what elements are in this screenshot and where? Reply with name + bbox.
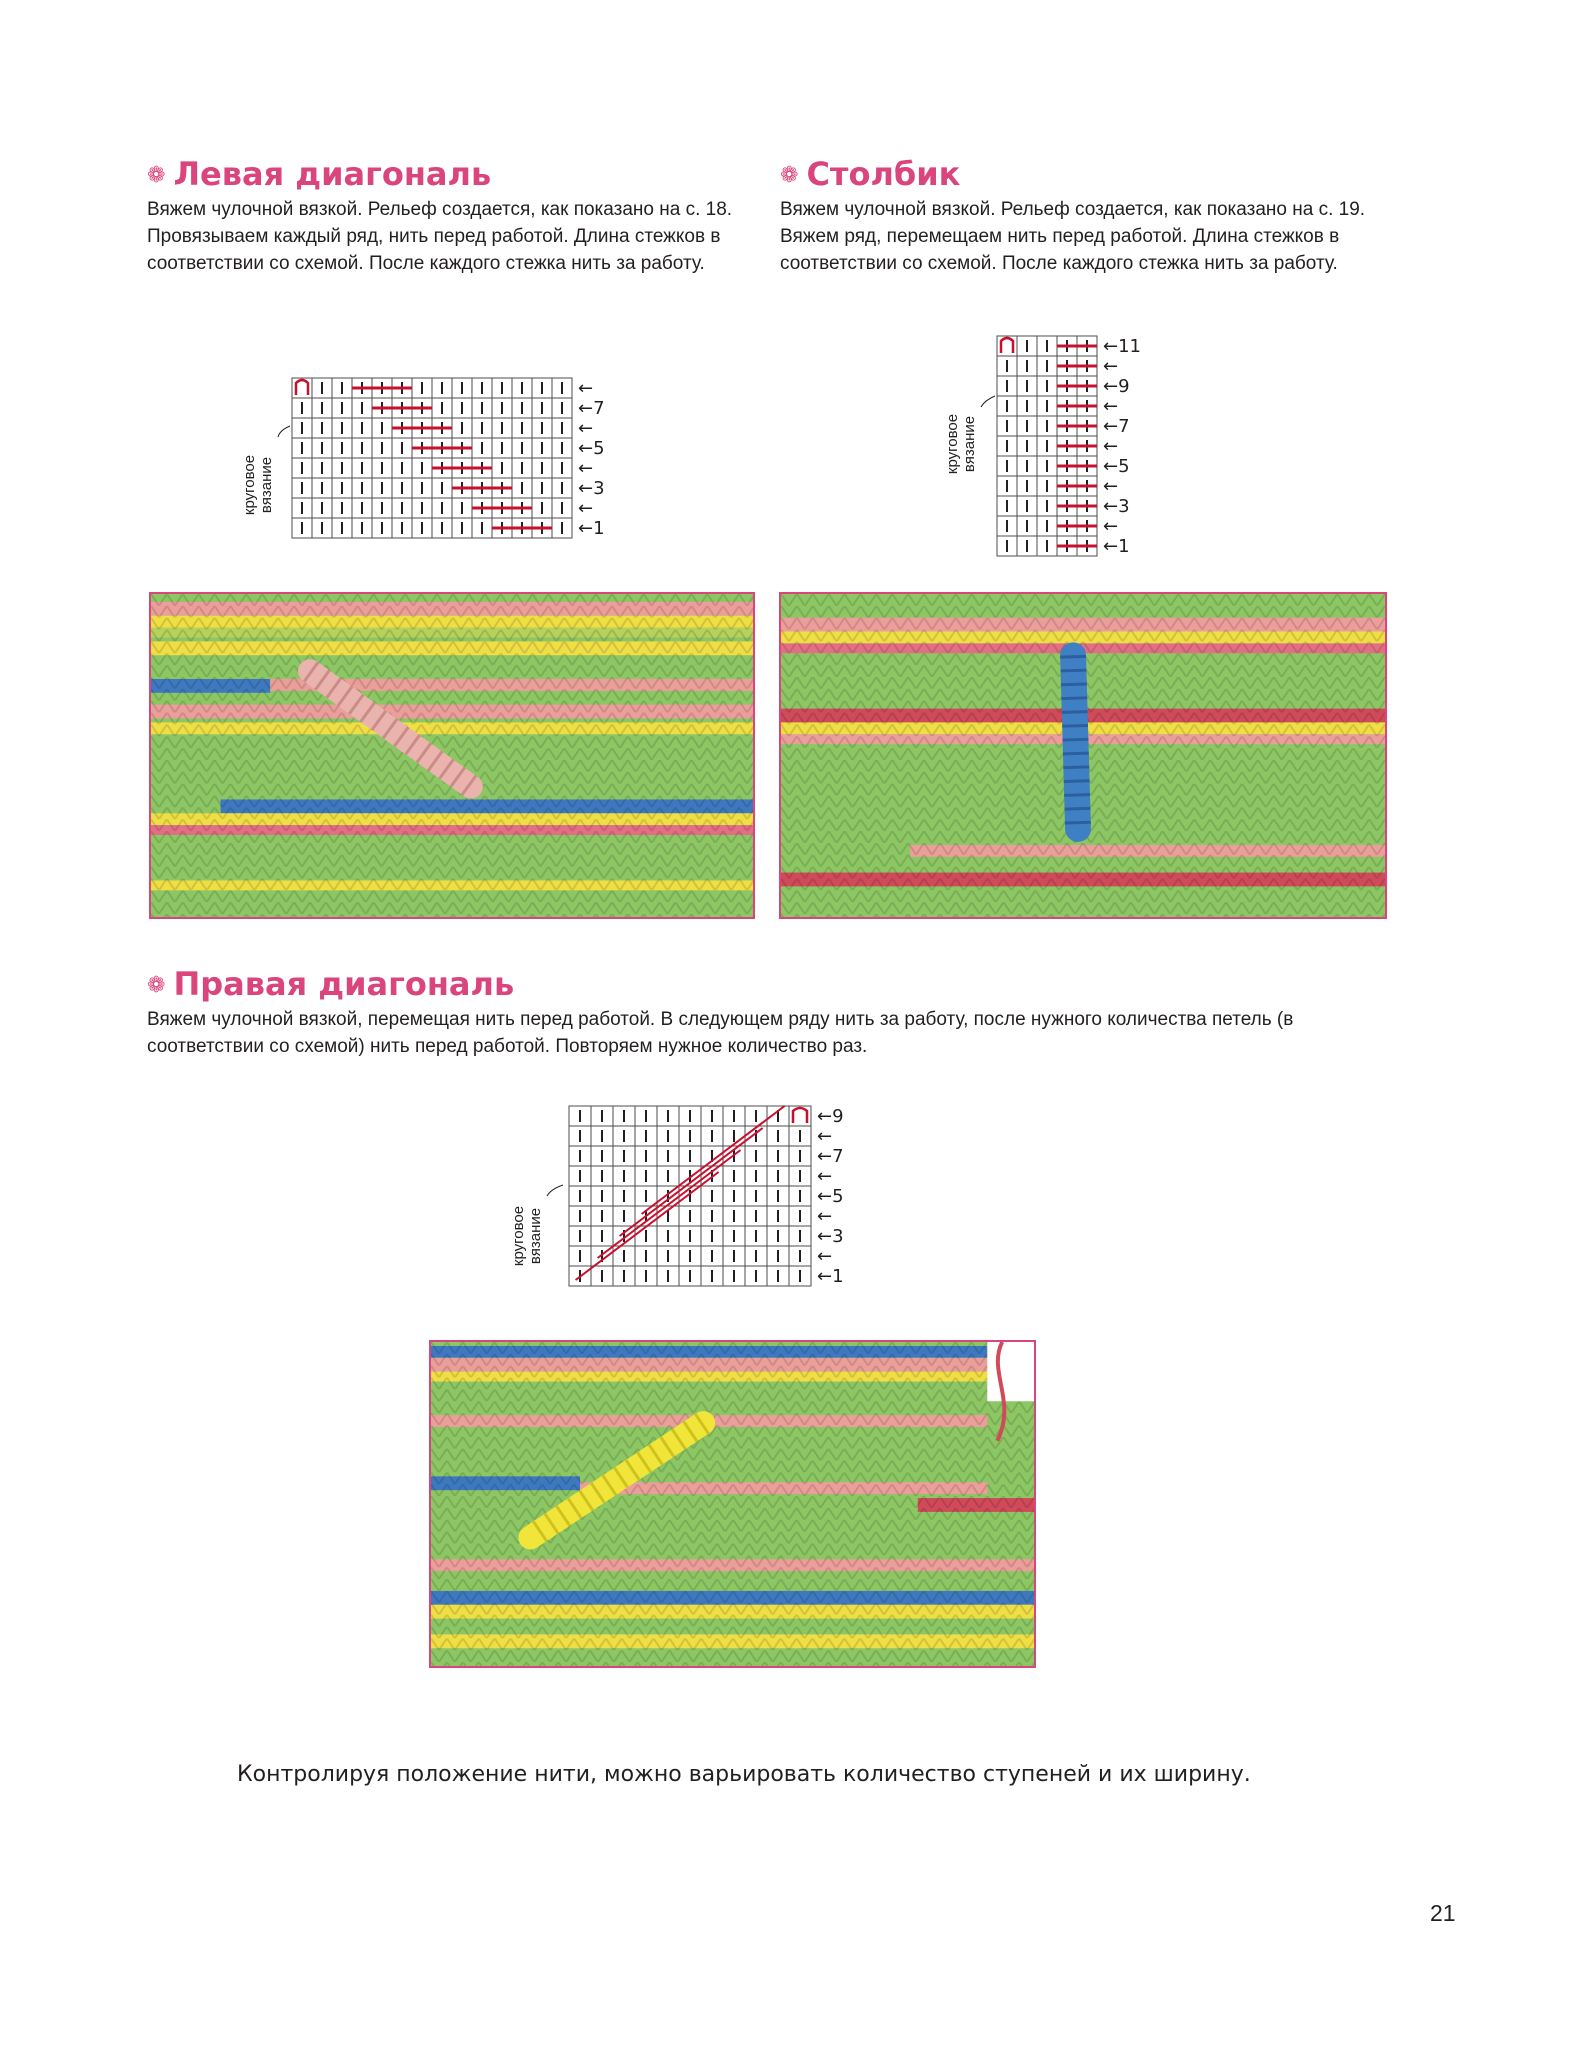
row-label: ← bbox=[1103, 356, 1119, 377]
row-label: ← bbox=[1103, 476, 1119, 497]
section-title-text: Столбик bbox=[806, 155, 961, 193]
float-stitch-line bbox=[620, 1128, 763, 1236]
flower-bullet-icon: ❁ bbox=[147, 163, 166, 188]
row-label: ← bbox=[1103, 396, 1119, 417]
photo-right-diagonal bbox=[429, 1340, 1036, 1668]
row-label: ←9 bbox=[1103, 376, 1130, 397]
chart-side-label-line2: вязание bbox=[527, 1207, 544, 1265]
row-label: ←3 bbox=[1103, 496, 1130, 517]
section-description-left-diagonal: Вяжем чулочной вязкой. Рельеф создается, как показано на с. 18. Провязываем каждый ряд, нить перед работой. Длина стежков в соответствии со схемой. После каждого стежка нить за работу. bbox=[147, 199, 733, 274]
section-title-right-diagonal bbox=[147, 965, 514, 1003]
footer-note: Контролируя положение нити, можно варьировать количество ступеней и их ширину. bbox=[237, 1762, 1251, 1787]
chart-side-label-line2: вязание bbox=[258, 456, 275, 514]
flower-bullet-icon: ❁ bbox=[147, 973, 166, 998]
row-label: ←7 bbox=[817, 1146, 844, 1167]
chart-side-label-line1: круговое bbox=[241, 454, 258, 516]
row-label: ←1 bbox=[817, 1266, 844, 1287]
row-label: ←5 bbox=[1103, 456, 1130, 477]
row-label: ←1 bbox=[1103, 536, 1130, 557]
flower-bullet-icon: ❁ bbox=[780, 163, 799, 188]
section-title-text: Правая диагональ bbox=[173, 965, 515, 1003]
row-label: ← bbox=[578, 498, 594, 519]
float-stitch-line bbox=[642, 1106, 785, 1214]
row-label: ← bbox=[817, 1126, 833, 1147]
row-label: ←5 bbox=[578, 438, 605, 459]
row-label: ← bbox=[817, 1166, 833, 1187]
chart-column bbox=[945, 332, 1245, 580]
chart-left-diagonal bbox=[220, 370, 720, 560]
row-label: ← bbox=[1103, 436, 1119, 457]
row-label: ← bbox=[817, 1246, 833, 1267]
chart-side-label-line2: вязание bbox=[961, 415, 978, 473]
row-label: ←11 bbox=[1103, 336, 1141, 357]
row-label: ←1 bbox=[578, 518, 605, 539]
turn-symbol bbox=[1001, 338, 1013, 353]
row-label: ← bbox=[578, 458, 594, 479]
row-label: ←5 bbox=[817, 1186, 844, 1207]
row-label: ← bbox=[1103, 516, 1119, 537]
section-description-column: Вяжем чулочной вязкой. Рельеф создается, как показано на с. 19. Вяжем ряд, перемещаем нить перед работой. Длина стежков в соответствии со схемой. После каждого стежка нить за работу. bbox=[780, 199, 1366, 274]
section-description-right-diagonal: Вяжем чулочной вязкой, перемещая нить перед работой. В следующем ряду нить за работу, после нужного количества петель (в соответствии со схемой) нить перед работой. Повторяем нужное количество раз. bbox=[147, 1009, 1294, 1057]
row-label: ←3 bbox=[817, 1226, 844, 1247]
section-title-column bbox=[780, 155, 960, 193]
chart-side-label-line1: круговое bbox=[510, 1205, 527, 1267]
photo-column bbox=[779, 592, 1387, 919]
chart-grid bbox=[997, 336, 1141, 557]
chart-right-diagonal bbox=[505, 1098, 965, 1308]
row-label: ← bbox=[578, 378, 594, 399]
chart-side-label-line1: круговое bbox=[944, 413, 961, 475]
row-label: ← bbox=[578, 418, 594, 439]
embroidered-column-stitch bbox=[1073, 655, 1078, 829]
photo-left-diagonal bbox=[149, 592, 755, 919]
section-title-text: Левая диагональ bbox=[173, 155, 492, 193]
row-label: ←7 bbox=[1103, 416, 1130, 437]
row-label: ← bbox=[817, 1206, 833, 1227]
row-label: ←3 bbox=[578, 478, 605, 499]
row-label: ←9 bbox=[817, 1106, 844, 1127]
section-title-left-diagonal bbox=[147, 155, 491, 193]
turn-symbol bbox=[793, 1108, 807, 1123]
row-label: ←7 bbox=[578, 398, 605, 419]
turn-symbol bbox=[296, 380, 308, 395]
chart-grid bbox=[292, 378, 605, 539]
page-number: 21 bbox=[1430, 1900, 1456, 1926]
chart-grid bbox=[569, 1106, 844, 1287]
